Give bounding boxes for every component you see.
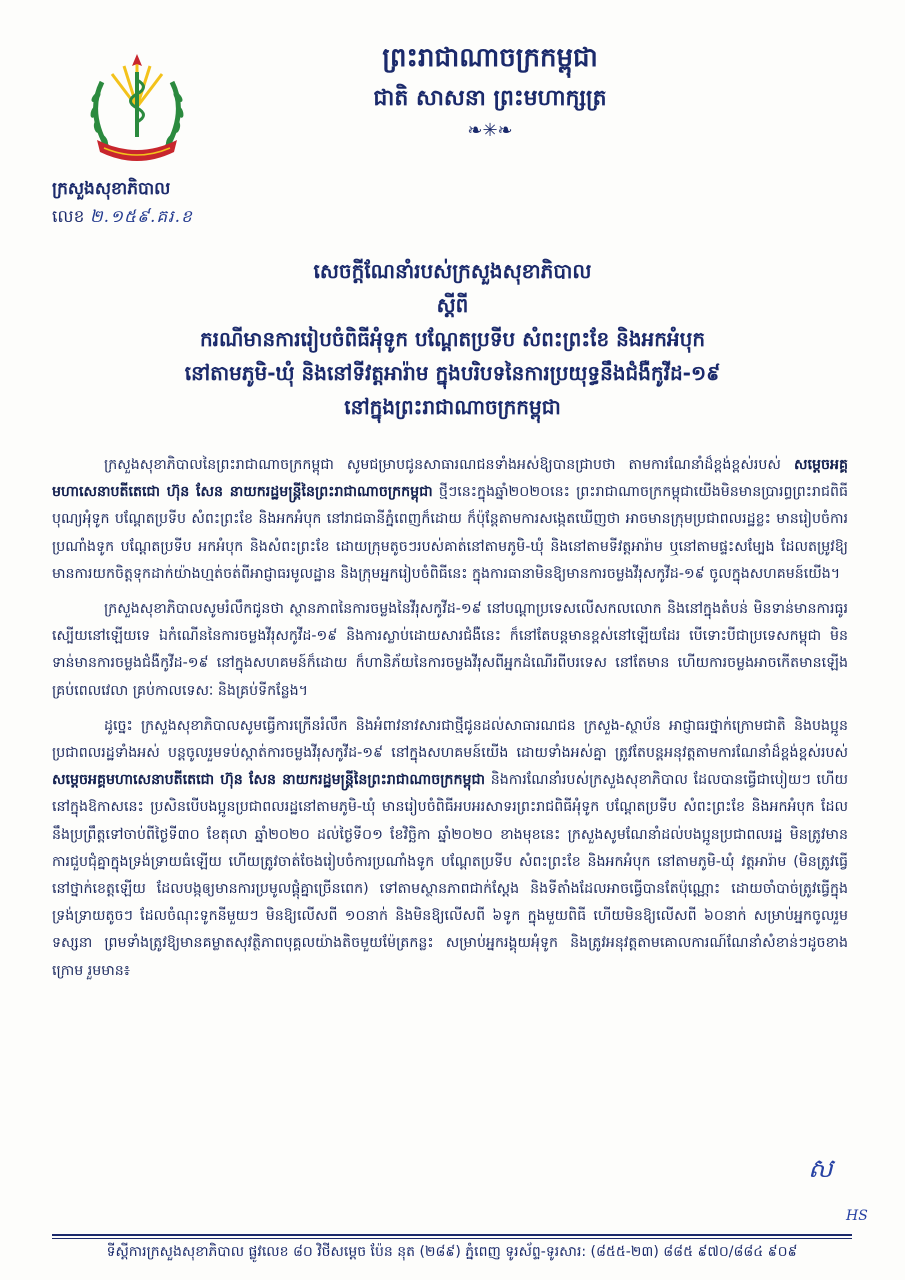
reference-value: ២.១៥៩.គរ.ខ [89,207,193,227]
title-line-5: នៅក្នុងព្រះរាជាណាចក្រកម្ពុជា [344,395,561,419]
paragraph-2: ក្រសួងសុខាភិបាលសូមរំលឹកជូនថា ស្ថានភាពនៃការចម្លងនៃវីរុសកូវីដ-១៩ នៅបណ្តាប្រទេសលើសកលលោក និងនៅក្នុងតំបន់ មិនទាន់មានការធូរស្បើយនៅឡើយទេ ឯកំណើននៃការចម្លងវីរុសកូវីដ-១៩ និងការស្លាប់ដោយសារជំងឺនេះ ក៏នៅតែបន្តមានខ្ពស់នៅឡើយដែរ បើទោះបីជាប្រទេសកម្ពុជា មិនទាន់មានការចម្លងជំងឺកូវីដ-១៩ នៅក្នុងសហគមន៍ក៏ដោយ ក៏ហានិភ័យនៃការចម្លងវីរុសពីអ្នកដំណើរពីបរទេស នៅតែមាន ហើយការចម្លងអាចកើតមានឡើងគ្រប់ពេលវេលា គ្រប់កាលទេសៈ និងគ្រប់ទីកន្លែង។ [52,601,848,699]
title-line-4: នៅតាមភូមិ-ឃុំ និងនៅទីវត្តអារ៉ាម ក្នុងបរិបទនៃការប្រយុទ្ធនឹងជំងឺកូវីដ-១៩ [184,361,721,385]
footer-divider-thin [52,1238,852,1239]
reference-number [52,206,252,231]
paragraph-1 [52,452,848,588]
ornament-icon: ❧✳❧ [467,120,513,141]
corner-initials: HS [846,1208,868,1224]
ministry-name: ក្រសួងសុខាភិបាល [52,179,171,199]
paragraph-1-text-a: ក្រសួងសុខាភិបាលនៃព្រះរាជាណាចក្រកម្ពុជា សូមជម្រាបជូនសាធារណជនទាំងអស់ឱ្យបានជ្រាបថា តាមការណែនាំដ៏ខ្ពង់ខ្ពស់របស់ [104,457,794,473]
document-header [310,40,670,141]
national-motto: ជាតិ សាសនា ព្រះមហាក្សត្រ [373,86,607,111]
paragraph-1-text-b: ថ្មីៗនេះក្នុងឆ្នាំ២០២០នេះ ព្រះរាជាណាចក្រកម្ពុជាយើងមិនមានប្រារព្ធព្រះរាជពិធីបុណ្យអុំទូក បណ្តែតប្រទីប សំពះព្រះខែ និងអកអំបុក នៅរាជធានីភ្នំពេញក៏ដោយ ក៏ប៉ុន្តែតាមការសង្កេតឃើញថា អាចមានក្រុមប្រជាពលរដ្ឋខ្លះ មានរៀបចំការប្រណាំងទូក បណ្តែតប្រទីប អកអំបុក និងសំពះព្រះខែ ដោយក្រុមតូចៗរបស់គាត់នៅតាមភូមិ-ឃុំ និងនៅតាមទីវត្តអារ៉ាម ឬនៅតាមផ្ទះសម្បែង ដែលតម្រូវឱ្យមានការយកចិត្តទុកដាក់យ៉ាងហ្មត់ចត់ពីអាជ្ញាធរមូលដ្ឋាន និងក្រុមអ្នករៀបចំពិធីនេះ ក្នុងការធានាមិនឱ្យមានការចម្លងវីរុសកូវីដ-១៩ ចូលក្នុងសហគមន៍យើង។ [52,484,848,582]
footer-address: ទីស្តីការក្រសួងសុខាភិបាល ផ្លូវលេខ ៨០ វិថីសម្តេច ប៉ែន នុត (២៨៩) ភ្នំពេញ ទូរស័ព្ទ-ទូរសារ: (៨៥៥-២៣) ៨៨៥ ៩៧០/៨៨៤ ៩០៩ [106,1244,798,1260]
title-line-2: ស្តីពី [436,293,469,317]
ministry-logo [82,52,192,172]
footer-divider [52,1234,852,1236]
ministry-emblem-icon [82,52,192,172]
paragraph-1-bold: សម្តេចអគ្គមហាសេនាបតីតេជោ ហ៊ុន សែន នាយករដ្ឋមន្ត្រីនៃព្រះរាជាណាចក្រកម្ពុជា [52,457,848,501]
title-line-3: ករណីមានការរៀបចំពិធីអុំទូក បណ្តែតប្រទីប សំពះព្រះខែ និងអកអំបុក [199,327,706,351]
handwritten-initials: ស [808,1154,833,1184]
document-body [52,452,848,993]
paragraph-3-bold: សម្តេចអគ្គមហាសេនាបតីតេជោ ហ៊ុន សែន នាយករដ្ឋមន្ត្រីនៃព្រះរាជាណាចក្រកម្ពុជា [52,772,485,789]
paragraph-3-text-b: និងការណែនាំរបស់ក្រសួងសុខាភិបាល ដែលបានធ្វើជាបៀយៗ ហើយនៅក្នុងឱកាសនេះ ប្រសិនបើបងប្អូនប្រជាពលរដ្ឋនៅតាមភូមិ-ឃុំ មានរៀបចំពិធីអបអរសាទរព្រះរាជពិធីអុំទូក បណ្តែតប្រទីប សំពះព្រះខែ និងអកអំបុក ដែលនឹងប្រព្រឹត្តទៅចាប់ពីថ្ងៃទី៣០ ខែតុលា ឆ្នាំ២០២០ ដល់ថ្ងៃទី០១ ខែវិច្ឆិកា ឆ្នាំ២០២០ ខាងមុខនេះ ក្រសួងសូមណែនាំដល់បងប្អូនប្រជាពលរដ្ឋ មិនត្រូវមានការជួបជុំគ្នាក្នុងទ្រង់ទ្រាយធំឡើយ ហើយត្រូវចាត់ចែងរៀបចំការប្រណាំងទូក បណ្តែតប្រទីប សំពះព្រះខែ និងអកអំបុក នៅតាមភូមិ-ឃុំ វត្តអារ៉ាម (មិនត្រូវធ្វើនៅថ្នាក់ខេត្តឡើយ ដែលបង្កឲ្យមានការប្រមូលផ្តុំគ្នាច្រើនពេក) ទៅតាមស្ថានភាពជាក់ស្តែង និងទីតាំងដែលអាចធ្វើបានតែប៉ុណ្ណោះ ដោយចាំបាច់ត្រូវធ្វើក្នុងទ្រង់ទ្រាយតូចៗ ដែលចំណុះទូកនីមួយៗ មិនឱ្យលើសពី ១០នាក់ និងមិនឱ្យលើសពី ៦ទូក ក្នុងមួយពិធី ហើយមិនឱ្យលើសពី ៦០នាក់ សម្រាប់អ្នកចូលរួមទស្សនា ព្រមទាំងត្រូវឱ្យមានគម្លាតសុវត្ថិភាពបុគ្គលយ៉ាងតិចមួយម៉ែត្រកន្លះ សម្រាប់អ្នករង្គុយអុំទូក និងត្រូវអនុវត្តតាមគោលការណ៍ណែនាំសំខាន់ៗដូចខាងក្រោម រួមមាន៖ [52,772,848,979]
document-title [60,254,845,424]
title-line-1: សេចក្តីណែនាំរបស់ក្រសួងសុខាភិបាល [313,259,592,283]
paragraph-3-text-a: ដូច្នេះ ក្រសួងសុខាភិបាលសូមធ្វើការក្រើនរំលឹក និងអំពាវនាវសារជាថ្មីជូនដល់សាធារណជន ក្រសួង-ស្ថាប័ន អាជ្ញាធរថ្នាក់ក្រោមជាតិ និងបងប្អូនប្រជាពលរដ្ឋទាំងអស់ បន្តចូលរួមទប់ស្កាត់ការចម្លងវីរុសកូវីដ-១៩ នៅក្នុងសហគមន៍យើង ដោយទាំងអស់គ្នា ត្រូវតែបន្តអនុវត្តតាមការណែនាំដ៏ខ្ពង់ខ្ពស់របស់ [52,717,848,762]
paragraph-3 [52,713,848,985]
reference-prefix: លេខ [52,207,85,227]
kingdom-name: ព្រះរាជាណាចក្រកម្ពុជា [382,43,598,73]
